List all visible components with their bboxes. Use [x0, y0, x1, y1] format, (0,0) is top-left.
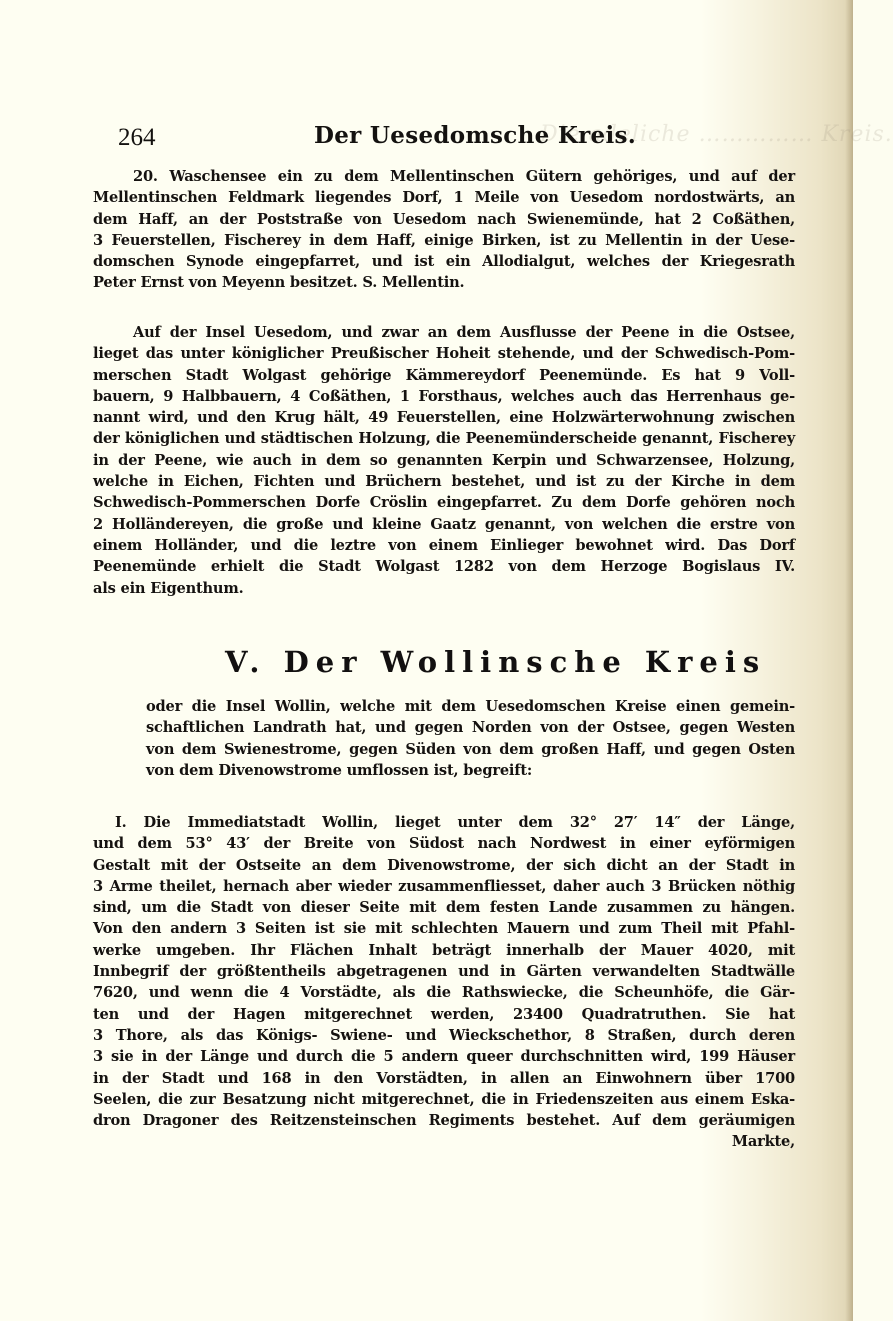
- text-line: schaftlichen Landrath hat, und gegen Norden von der Ostsee, gegen Westen: [146, 719, 795, 737]
- text-line: ten und der Hagen mitgerechnet werden, 23400 Quadratruthen. Sie hat: [93, 1005, 795, 1023]
- text-line: domschen Synode eingepfarret, und ist ein Allodialgut, welches der Kriegesrath: [93, 253, 795, 271]
- text-line: von dem Divenowstrome umflossen ist, begreift:: [146, 761, 533, 779]
- text-line: 7620, und wenn die 4 Vorstädte, als die Rathswiecke, die Scheunhöfe, die Gär-: [93, 984, 795, 1002]
- text-line: Gestalt mit der Ostseite an dem Divenowstrome, der sich dicht an der Stadt in: [93, 856, 795, 874]
- text-line: Auf der Insel Uesedom, und zwar an dem Ausflusse der Peene in die Ostsee,: [133, 324, 795, 341]
- text-line: der königlichen und städtischen Holzung, die Peenemünderscheide genannt, Fischerey: [93, 430, 795, 448]
- text-line: als ein Eigenthum.: [93, 579, 244, 597]
- running-head: Der Uesedomsche Kreis.: [314, 122, 637, 149]
- text-line: dem Haff, an der Poststraße von Uesedom nach Swienemünde, hat 2 Coßäthen,: [93, 210, 795, 228]
- section-heading: V. Der Wollinsche Kreis: [225, 645, 767, 679]
- page-number: 264: [118, 124, 156, 151]
- text-line: oder die Insel Wollin, welche mit dem Uesedomschen Kreise einen gemein-: [146, 698, 795, 715]
- text-line: merschen Stadt Wolgast gehörige Kämmereydorf Peenemünde. Es hat 9 Voll-: [93, 366, 795, 384]
- text-line: Mellentinschen Feldmark liegendes Dorf, 1 Meile von Uesedom nordostwärts, an: [93, 189, 795, 207]
- text-line: und dem 53° 43′ der Breite von Südost nach Nordwest in einer eyförmigen: [93, 835, 795, 853]
- text-line: werke umgeben. Ihr Flächen Inhalt beträgt innerhalb der Mauer 4020, mit: [93, 941, 795, 959]
- text-line: nannt wird, und den Krug hält, 49 Feuerstellen, eine Holzwärterwohnung zwischen: [93, 409, 795, 427]
- text-line: von dem Swienestrome, gegen Süden von dem großen Haff, und gegen Osten: [146, 740, 795, 758]
- page-header: [118, 120, 798, 154]
- text-line: 20. Waschensee ein zu dem Mellentinschen Gütern gehöriges, und auf der: [133, 168, 795, 185]
- text-line: Von den andern 3 Seiten ist sie mit schlechten Mauern und zum Theil mit Pfahl-: [93, 920, 795, 938]
- text-line: sind, um die Stadt von dieser Seite mit dem festen Lande zusammen zu hängen.: [93, 899, 795, 917]
- text-line: 3 Arme theilet, hernach aber wieder zusammenfliesset, daher auch 3 Brücken nöthig: [93, 877, 795, 895]
- text-line: einem Holländer, und die leztre von einem Einlieger bewohnet wird. Das Dorf: [93, 536, 795, 554]
- paragraph-waschensee: [93, 166, 795, 294]
- text-line: Seelen, die zur Besatzung nicht mitgerechnet, die in Friedenszeiten aus einem Eska-: [93, 1090, 795, 1108]
- text-line: Peter Ernst von Meyenn besitzet. S. Mellentin.: [93, 274, 465, 292]
- text-line: welche in Eichen, Fichten und Brüchern bestehet, und ist zu der Kirche in dem: [93, 473, 795, 491]
- text-line: I. Die Immediatstadt Wollin, lieget unter dem 32° 27′ 14″ der Länge,: [115, 814, 795, 831]
- text-line: 2 Holländereyen, die große und kleine Gaatz genannt, von welchen die erstre von: [93, 515, 795, 533]
- text-line: in der Peene, wie auch in dem so genannten Kerpin und Schwarzensee, Holzung,: [93, 451, 795, 469]
- text-line: in der Stadt und 168 in den Vorstädten, in allen an Einwohnern über 1700: [93, 1069, 795, 1087]
- text-line: 3 Feuerstellen, Fischerey in dem Haff, einige Birken, ist zu Mellentin in der Uese-: [93, 231, 795, 249]
- section-intro: [146, 696, 795, 781]
- paragraph-wollin: [93, 812, 795, 1153]
- text-line: Innbegrif der größtentheils abgetragenen und in Gärten verwandelten Stadtwälle: [93, 963, 795, 981]
- paragraph-peenemuende: [93, 322, 795, 599]
- text-line: lieget das unter königlicher Preußischer Hoheit stehende, und der Schwedisch-Pom-: [93, 345, 795, 363]
- text-line: bauern, 9 Halbbauern, 4 Coßäthen, 1 Forsthaus, welches auch das Herrenhaus ge-: [93, 387, 795, 405]
- text-line: Peenemünde erhielt die Stadt Wolgast 1282 von dem Herzoge Bogislaus IV.: [93, 558, 795, 576]
- bleed-through-text: Die adeliche …………… Kreis.: [540, 122, 893, 147]
- text-line: dron Dragoner des Reitzensteinschen Regiments bestehet. Auf dem geräumigen: [93, 1112, 795, 1130]
- text-line: 3 sie in der Länge und durch die 5 andern queer durchschnitten wird, 199 Häuser: [93, 1048, 795, 1066]
- text-line: 3 Thore, als das Königs- Swiene- und Wieckschethor, 8 Straßen, durch deren: [93, 1026, 795, 1044]
- text-line: Schwedisch-Pommerschen Dorfe Cröslin eingepfarret. Zu dem Dorfe gehören noch: [93, 494, 795, 512]
- catchword: Markte,: [731, 1133, 795, 1151]
